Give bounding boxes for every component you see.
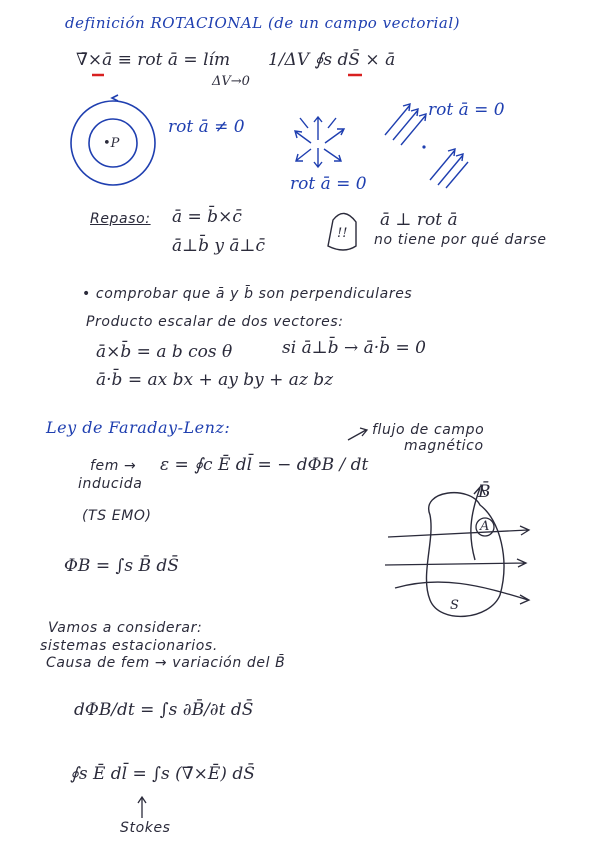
rot-formula-limit: ΔV→0 — [212, 74, 250, 89]
comprobar-bullet: • comprobar que ā y b̄ son perpendiculares — [82, 286, 413, 302]
repaso-label: Repaso: — [90, 211, 151, 227]
dot-product-components: ā·b̄ = ax bx + ay by + az bz — [96, 370, 334, 390]
fem-induced-label: inducida — [78, 476, 143, 492]
circle-arrow-icon — [112, 95, 118, 101]
field-line-arrow — [385, 559, 526, 567]
center-point-label: •P — [103, 136, 120, 151]
producto-escalar-heading: Producto escalar de dos vectores: — [86, 314, 344, 330]
repaso-note-perpendicular: ā ⊥ rot ā — [380, 210, 458, 230]
fem-label: fem → — [90, 458, 137, 474]
dot-product-zero: si ā⊥b̄ → ā·b̄ = 0 — [282, 338, 426, 358]
tsemo-label: (TS EMO) — [82, 508, 152, 524]
flux-note-line1: flujo de campo — [372, 422, 485, 438]
figure-b-label: B̄ — [478, 482, 491, 502]
repaso-cross-product: ā = b̄×c̄ — [172, 207, 242, 227]
repaso-perpendicular: ā⊥b̄ y ā⊥c̄ — [172, 236, 266, 256]
rot-formula-rhs: 1/ΔV ∮s dS̄ × ā — [268, 50, 396, 70]
rot-nonzero-label: rot ā ≠ 0 — [168, 117, 245, 137]
stokes-label: Stokes — [120, 820, 171, 836]
arrow-icon — [348, 428, 367, 440]
flux-note-line2: magnético — [404, 438, 484, 454]
consider-stationary: sistemas estacionarios. — [40, 638, 218, 654]
rot-zero-label-radial: rot ā = 0 — [290, 174, 367, 194]
consider-cause: Causa de fem → variación del B̄ — [46, 655, 286, 671]
dot-product-cos: ā×b̄ = a b cos θ — [96, 342, 233, 362]
section-heading-rotacional: definición ROTACIONAL (de un campo vectorial) — [65, 14, 460, 32]
point-marker — [422, 145, 425, 148]
faraday-heading: Ley de Faraday-Lenz: — [46, 418, 231, 437]
radial-field-sketch — [295, 117, 344, 167]
warning-sign-text: !! — [337, 226, 348, 241]
flux-derivative-equation: dΦB/dt = ∫s ∂B̄/∂t dS̄ — [74, 700, 254, 720]
figure-s-label: S — [450, 598, 459, 613]
consider-heading: Vamos a considerar: — [48, 620, 203, 636]
stokes-equation: ∮s Ē dl̄ = ∫s (∇̄×Ē) dS̄ — [70, 764, 255, 784]
flux-definition: ΦB = ∫s B̄ dS̄ — [64, 556, 179, 576]
rot-formula-lhs: ∇̄×ā ≡ rot ā = lím — [76, 50, 231, 70]
surface-loop — [426, 493, 503, 617]
rot-zero-label-parallel: rot ā = 0 — [428, 100, 505, 120]
faraday-equation: ε = ∮c Ē dl̄ = − dΦB / dt — [160, 455, 369, 475]
field-line-arrow — [388, 526, 529, 537]
figure-a-label: A — [480, 519, 490, 534]
field-line-arrow — [395, 582, 529, 604]
arrow-up-icon — [138, 797, 146, 818]
repaso-note-caveat: no tiene por qué darse — [374, 232, 547, 248]
